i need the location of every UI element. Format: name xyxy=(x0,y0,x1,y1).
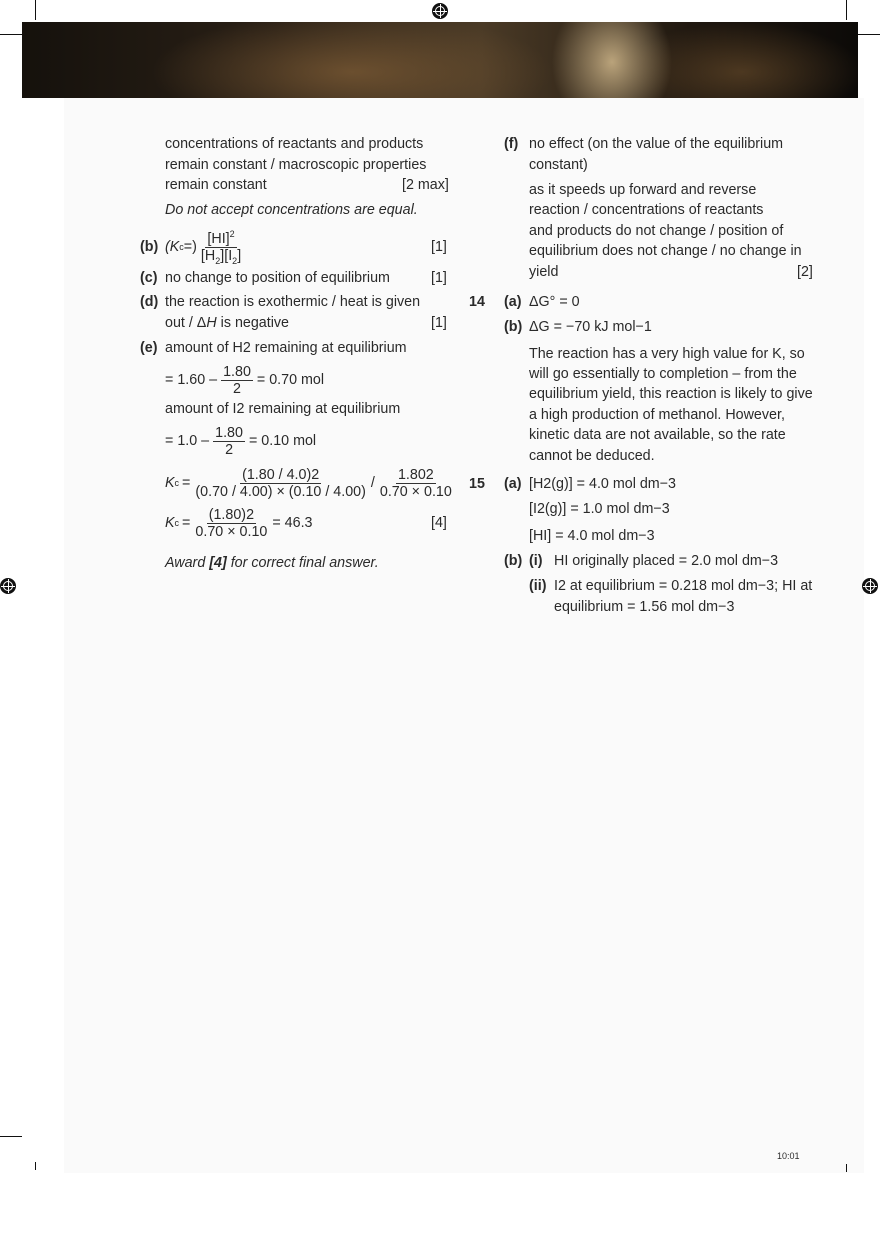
answer-e-line: amount of H2 remaining at equilibrium xyxy=(165,340,407,356)
intro-line: concentrations of reactants and products xyxy=(165,136,424,152)
answer-14-para: a high production of methanol. However, xyxy=(529,407,785,423)
crop-mark xyxy=(846,1164,847,1172)
mark-value: [2 max] xyxy=(402,177,449,193)
answer-f-line: reaction / concentrations of reactants xyxy=(529,202,764,218)
crop-mark xyxy=(35,1162,36,1170)
page-number: 10:01 xyxy=(777,1151,800,1161)
question-number-14: 14 xyxy=(469,294,485,310)
intro-line: remain constant xyxy=(165,177,267,193)
part-label-a: (a) xyxy=(504,476,522,492)
registration-mark-icon xyxy=(862,578,878,594)
crop-mark xyxy=(858,34,880,35)
crop-mark xyxy=(0,1136,22,1137)
kc-calc-1: K c = $\frac{(1.80 / 4.0)2}{(0.70 / 4.00) \times (0.10 / 4.00)}$ / $\frac{1.802}{0.70 \times 0.10}$ xyxy=(165,466,452,500)
answer-f-line: constant) xyxy=(529,157,588,173)
answer-f-line: equilibrium does not change / no change in xyxy=(529,243,802,259)
answer-f-line: and products do not change / position of xyxy=(529,223,784,239)
subpart-label-i: (i) xyxy=(529,553,543,569)
intro-line: remain constant / macroscopic properties xyxy=(165,157,427,173)
part-label-c: (c) xyxy=(140,270,158,286)
question-number-15: 15 xyxy=(469,476,485,492)
kc-calc-2: K c = $\frac{(1.80)2}{0.70 \times 0.10}$ = 46.3 xyxy=(165,506,313,540)
answer-d-line: out / ΔH is negative xyxy=(165,315,289,331)
answer-14-para: cannot be deduced. xyxy=(529,448,655,464)
part-label-d: (d) xyxy=(140,294,159,310)
answer-14-para: The reaction has a very high value for K, so xyxy=(529,346,805,362)
answer-15a-i2: [I2(g)] = 1.0 mol dm−3 xyxy=(529,501,670,517)
answer-14-para: will go essentially to completion – from the xyxy=(529,366,797,382)
answer-f-line: no effect (on the value of the equilibrium xyxy=(529,136,784,152)
examiner-note: Do not accept concentrations are equal. xyxy=(165,202,418,218)
kc-expression: (K c =) $\frac{[HI]^2}{[H_2][I_2]}$ xyxy=(165,228,242,266)
examiner-note: Award [4] for correct final answer. xyxy=(165,555,379,571)
crop-mark xyxy=(846,0,847,20)
answer-15a-hi: [HI] = 4.0 mol dm−3 xyxy=(529,528,655,544)
crop-mark xyxy=(35,0,36,20)
answer-e-line: amount of I2 remaining at equilibrium xyxy=(165,401,401,417)
part-label-e: (e) xyxy=(140,340,158,356)
answer-d-line: the reaction is exothermic / heat is given xyxy=(165,294,421,310)
answer-c: no change to position of equilibrium xyxy=(165,270,390,286)
calc-i2: = 1.0 – $\frac{1.80}{2}$ = 0.10 mol xyxy=(165,424,317,458)
answer-f-line: as it speeds up forward and reverse xyxy=(529,182,757,198)
part-label-f: (f) xyxy=(504,136,519,152)
part-label-b: (b) xyxy=(140,239,159,255)
subpart-label-ii: (ii) xyxy=(529,578,547,594)
answer-15a-h2: [H2(g)] = 4.0 mol dm−3 xyxy=(529,476,677,492)
header-banner-image xyxy=(22,22,858,98)
part-label-a: (a) xyxy=(504,294,522,310)
mark-value: [1] xyxy=(431,270,447,286)
answer-14a: ΔG° = 0 xyxy=(529,294,580,310)
crop-mark xyxy=(0,34,22,35)
mark-value: [2] xyxy=(797,264,813,280)
answer-f-line: yield xyxy=(529,264,559,280)
part-label-b: (b) xyxy=(504,319,523,335)
answer-15bii-line: equilibrium = 1.56 mol dm−3 xyxy=(554,599,735,615)
answer-15bi: HI originally placed = 2.0 mol dm−3 xyxy=(554,553,779,569)
answer-14b: ΔG = −70 kJ mol−1 xyxy=(529,319,652,335)
registration-mark-icon xyxy=(432,3,448,19)
answer-15bii-line: I2 at equilibrium = 0.218 mol dm−3; HI at xyxy=(554,578,813,594)
mark-value: [4] xyxy=(431,515,447,531)
mark-value: [1] xyxy=(431,315,447,331)
calc-h2: = 1.60 – $\frac{1.80}{2}$ = 0.70 mol xyxy=(165,363,325,397)
mark-value: [1] xyxy=(431,239,447,255)
part-label-b: (b) xyxy=(504,553,523,569)
answer-14-para: kinetic data are not available, so the rate xyxy=(529,427,786,443)
answer-14-para: equilibrium yield, this reaction is likely to give xyxy=(529,386,813,402)
registration-mark-icon xyxy=(0,578,16,594)
